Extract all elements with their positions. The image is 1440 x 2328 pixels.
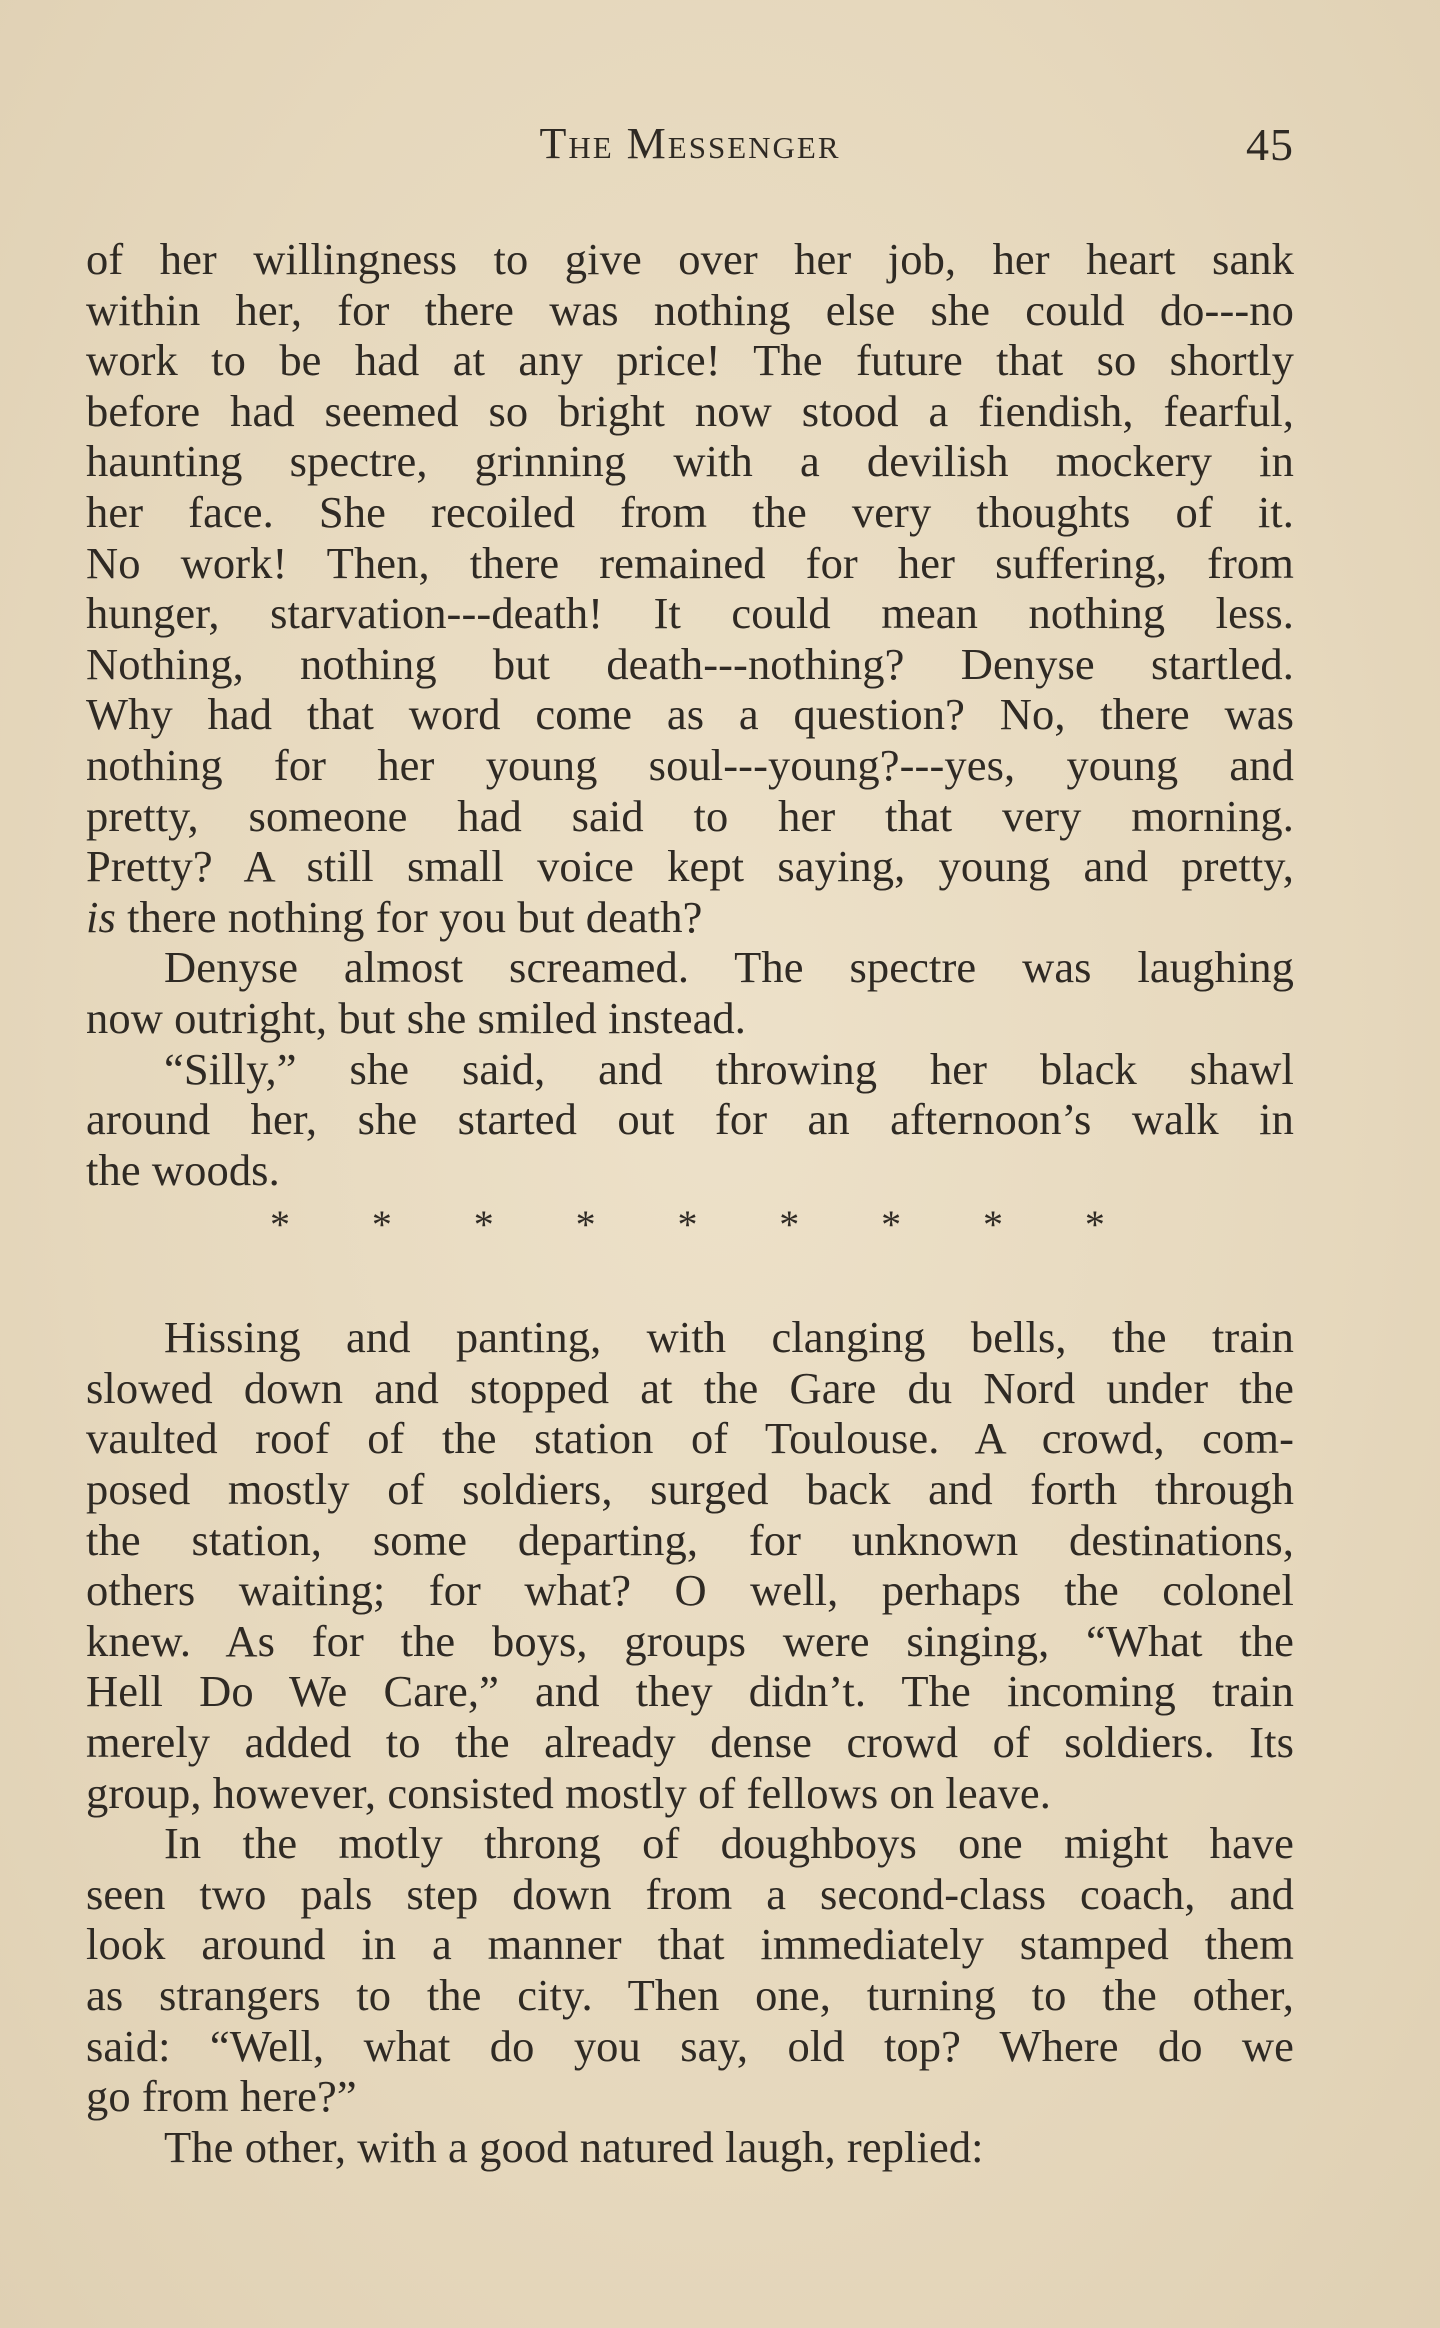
text-line: posed mostly of soldiers, surged back and forth through [86,1464,1294,1515]
text-line: The other, with a good natured laugh, replied: [164,2121,984,2172]
text-line: nothing for her young soul---young?---yes, young and [86,739,1294,790]
paragraph-6 [86,2122,1294,2173]
text-line: seen two pals step down from a second-class coach, and [86,1868,1294,1919]
italic-word: is [86,891,116,942]
text-line: merely added to the already dense crowd of soldiers. Its [86,1717,1294,1768]
text-line: work to be had at any price! The future that so shortly [86,335,1294,386]
text-line: go from here?” [86,2071,357,2122]
page-number: 45 [1246,119,1294,170]
text-line: as strangers to the city. Then one, turning to the other, [86,1970,1294,2020]
text-line: now outright, but she smiled instead. [86,992,747,1043]
text-line: slowed down and stopped at the Gare du Nord under the [86,1362,1294,1413]
text-line: said: “Well, what do you say, old top? Where do we [86,2020,1294,2071]
text-line: No work! Then, there remained for her suffering, from [86,537,1294,588]
asterisk: * [473,1202,494,1248]
text-line: Denyse almost screamed. The spectre was laughing [164,942,1294,993]
running-title: The Messenger [539,119,841,168]
paragraph-2 [86,942,1294,1043]
text-line: Hell Do We Care,” and they didn’t. The incoming train [86,1666,1294,1717]
text-line: her face. She recoiled from the very thoughts of it. [86,486,1294,537]
text-line: the woods. [86,1144,280,1195]
text-line: Why had that word come as a question? No, there was [86,689,1294,740]
text-line: “Silly,” she said, and throwing her black shawl [164,1043,1294,1094]
asterisk: * [983,1202,1004,1248]
asterisk: * [371,1202,392,1248]
section-gap [86,1245,1294,1312]
text-line: Hissing and panting, with clanging bells, the train [164,1312,1294,1363]
text-line: In the motly throng of doughboys one might have [164,1818,1294,1869]
running-header [86,118,1294,182]
text-line: look around in a manner that immediately stamped them [86,1919,1294,1970]
paragraph-5 [86,1818,1294,2122]
paragraph-1 [86,234,1294,942]
body-text [86,234,1294,2172]
paragraph-4 [86,1312,1294,1818]
text-line: group, however, consisted mostly of fellows on leave. [86,1767,1052,1818]
asterisk: * [1084,1202,1105,1248]
text-line: around her, she started out for an afternoon’s walk in [86,1094,1294,1145]
text-line: vaulted roof of the station of Toulouse. A crowd, com- [86,1413,1294,1464]
text-line: pretty, someone had said to her that very morning. [86,790,1294,841]
text-fragment: there nothing for you but death? [115,891,703,942]
asterisk: * [270,1202,291,1248]
text-line: the station, some departing, for unknown destinations, [86,1514,1294,1565]
asterisk: * [779,1202,800,1248]
asterisk: * [881,1202,902,1248]
text-line: others waiting; for what? O well, perhaps the colonel [86,1565,1294,1616]
text-line: Nothing, nothing but death---nothing? Denyse startled. [86,638,1294,689]
text-line: knew. As for the boys, groups were singing, “What the [86,1615,1294,1666]
section-separator [270,1195,1105,1248]
text-line: of her willingness to give over her job, her heart sank [86,234,1294,284]
text-line: within her, for there was nothing else she could do---no [86,284,1294,335]
book-page [86,118,1294,2172]
text-line [86,892,1294,943]
text-line: Pretty? A still small voice kept saying, young and pretty, [86,841,1294,892]
asterisk: * [677,1202,698,1248]
text-line: hunger, starvation---death! It could mean nothing less. [86,588,1294,639]
paragraph-3 [86,1044,1294,1196]
text-line: before had seemed so bright now stood a fiendish, fearful, [86,385,1294,436]
text-line: haunting spectre, grinning with a devilish mockery in [86,436,1294,487]
asterisk: * [575,1202,596,1248]
